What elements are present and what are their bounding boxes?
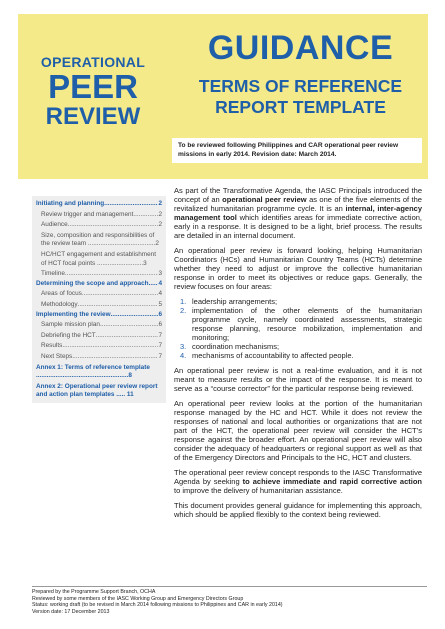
title-line-peer: PEER [48,68,138,105]
toc-item-debriefing[interactable]: Debriefing the HCT ..... 7 [36,332,162,341]
title-line-guidance: GUIDANCE [207,29,394,67]
footer-version-date: Version date: 17 December 2013 [32,608,110,615]
toc-item-next-steps[interactable]: Next Steps ..... 7 [36,353,162,362]
footer-prepared-by: Prepared by the Programme Support Branch, OCHA [32,589,156,595]
review-note: To be reviewed following Philippines and CAR operational peer review missions in early 2014. Revision date: March 2014. [172,138,422,163]
scope-paragraph: An operational peer review looks at the portion of the humanitarian response managed by the HC and HCT. While it does not review the responses of national and local authorities or organizations that are not part of the HCT, the operational peer review will consider the HCT’s response against the broader effort. An operational peer review will also consider the adequacy of headquarters or regional support as well as that of the Emergency Directors and Principals to the HC, HCT and clusters. [174,399,422,462]
focus-areas-list [174,297,422,360]
document-footer [32,586,427,615]
toc-item-annex-2[interactable]: Annex 2: Operational peer review report and action plan templates ..... 11 [36,382,158,399]
toc-item-size-composition[interactable]: Size, composition and responsibilities of the review team ......................................2 [41,231,159,248]
toc-item-sample-plan[interactable]: Sample mission plan ..... 6 [36,321,162,330]
toc-item-review-trigger[interactable]: Review trigger and management ..... 2 [36,211,162,220]
title-line-operational: OPERATIONAL [40,54,146,70]
toc-item-hc-engagement[interactable]: HC/HCT engagement and establishment of HCT focal points ..........................3 [41,250,156,267]
list-item: 2. implementation of the other elements of the humanitarian programme cycle, namely coordinated assessments, strategic response planning, resource mobilization, implementation and monitoring; [180,306,422,342]
toc-item-implementing[interactable]: Implementing the review ..... 6 [36,311,162,320]
footer-status: Status: working draft (to be revised in March 2014 following missions to Philippines and CAR in early 2014) [32,602,283,609]
toc-item-areas-focus[interactable]: Areas of focus ..... 4 [36,290,162,299]
toc-item-initiating[interactable]: Initiating and planning ..... 2 [36,200,162,209]
not-evaluation-paragraph: An operational peer review is not a real-time evaluation, and it is not meant to measure results or the impact of the response. It is meant to serve as a “course corrector” for the particular response being reviewed. [174,366,422,393]
toc-item-determining[interactable]: Determining the scope and approach ..... 4 [36,280,162,289]
toc-item-annex-1[interactable]: Annex 1: Terms of reference template ....................................................8 [36,363,150,380]
intro-paragraph: As part of the Transformative Agenda, the IASC Principals introduced the concept of an operational peer review as one of the five elements of the revitalized humanitarian programme cycle. It is an internal, inter-agency management tool which identifies areas for immediate corrective action, early in a response. It is designed to be a light, brief process. The results are detailed in an internal document. [174,186,423,240]
forward-looking-paragraph: An operational peer review is forward looking, helping Humanitarian Coordinators (HCs) and Humanitarian Country Teams (HCTs) determine whether they need to adjust or improve the collective humanitarian response in order to meet its objectives or reduce gaps. Generally, the review focuses on four areas: [174,246,422,291]
list-item: 1. leadership arrangements; [180,297,278,306]
list-item: 4. mechanisms of accountability to affected people. [180,351,354,360]
title-line-terms: TERMS OF REFERENCE [198,76,403,96]
title-line-review: REVIEW [45,103,141,130]
concept-paragraph: The operational peer review concept responds to the IASC Transformative Agenda by seeking to achieve immediate and rapid corrective action to improve the delivery of humanitarian assistance. [174,468,422,495]
body-text [174,186,422,525]
operational-peer-review-title [18,54,168,130]
list-item: 3. coordination mechanisms; [180,342,280,351]
toc-item-timeline[interactable]: Timeline ..... 3 [36,270,162,279]
table-of-contents [32,196,166,403]
guidance-paragraph: This document provides general guidance for implementing this approach, which should be applied flexibly to the context being reviewed. [174,501,422,519]
toc-item-audience[interactable]: Audience ..... 2 [36,221,162,230]
toc-item-methodology[interactable]: Methodology ..... 5 [36,301,162,310]
toc-item-results[interactable]: Results ..... 7 [36,342,162,351]
title-line-report-template: REPORT TEMPLATE [215,97,386,117]
footer-reviewed-by: Reviewed by some members of the IASC Working Group and Emergency Directors Group [32,595,244,602]
guidance-title [173,28,428,118]
